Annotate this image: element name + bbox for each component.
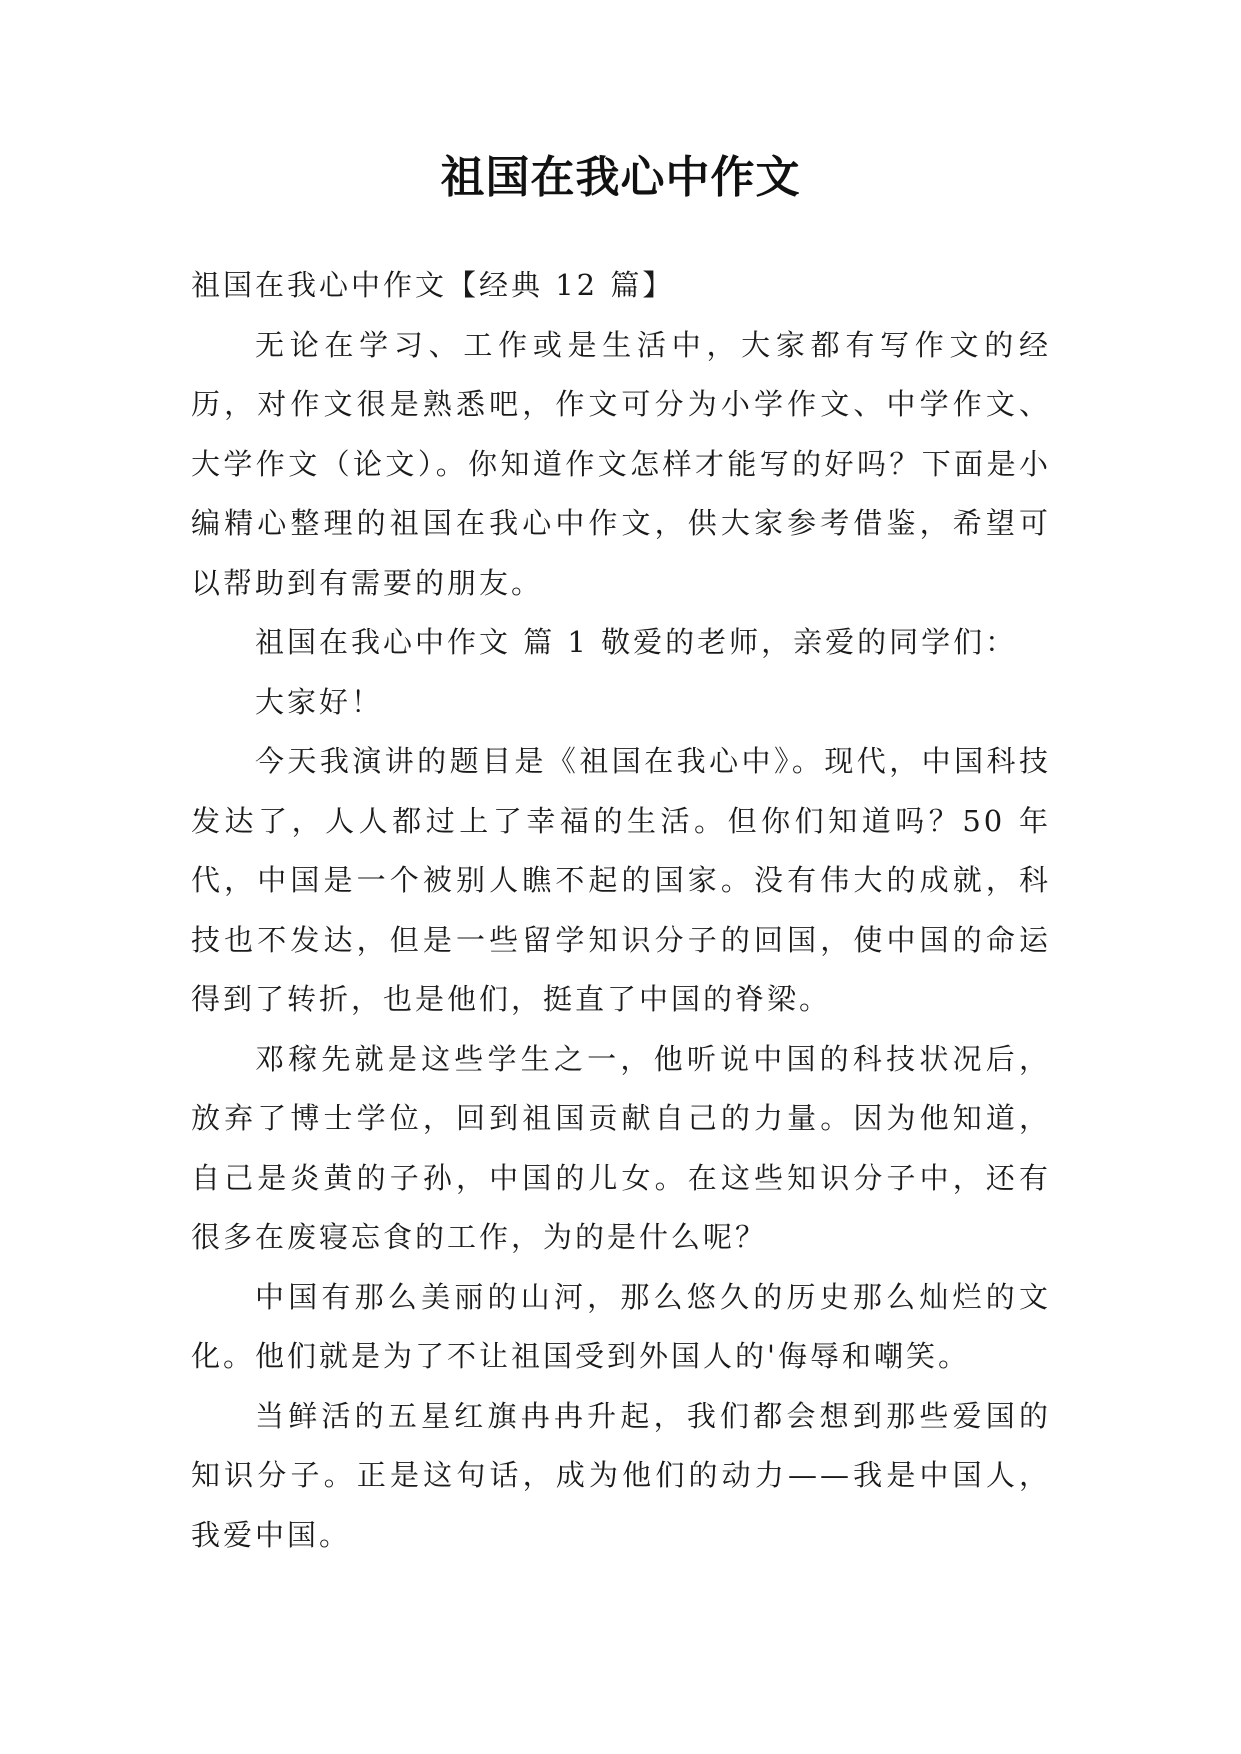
document-body	[191, 256, 1051, 1565]
document-title: 祖国在我心中作文	[440, 152, 801, 203]
paragraph-greeting: 大家好！	[255, 684, 384, 719]
document-subtitle: 祖国在我心中作文【经典 12 篇】	[191, 268, 675, 302]
paragraph-flag: 当鲜活的五星红旗冉冉升起，我们都会想到那些爱国的知识分子。正是这句话，成为他们的动力——我是中国人，我爱中国。	[191, 1398, 1051, 1552]
paragraph-mountains-rivers: 中国有那么美丽的山河，那么悠久的历史那么灿烂的文化。他们就是为了不让祖国受到外国人的'侮辱和嘲笑。	[191, 1279, 1051, 1373]
paragraph-essay-1-heading: 祖国在我心中作文 篇 1 敬爱的老师，亲爱的同学们：	[255, 625, 1018, 659]
paragraph-deng-jiaxian: 邓稼先就是这些学生之一，他听说中国的科技状况后，放弃了博士学位，回到祖国贡献自己的力量。因为他知道，自己是炎黄的子孙，中国的儿女。在这些知识分子中，还有很多在废寝忘食的工作，为的是什么呢？	[191, 1041, 1051, 1254]
paragraph-topic: 今天我演讲的题目是《祖国在我心中》。现代，中国科技发达了，人人都过上了幸福的生活。但你们知道吗？50 年代，中国是一个被别人瞧不起的国家。没有伟大的成就，科技也不发达，但是一些留学知识分子的回国，使中国的命运得到了转折，也是他们，挺直了中国的脊梁。	[191, 744, 1051, 1016]
paragraph-intro: 无论在学习、工作或是生活中，大家都有写作文的经历，对作文很是熟悉吧，作文可分为小学作文、中学作文、大学作文（论文）。你知道作文怎样才能写的好吗？下面是小编精心整理的祖国在我心中作文，供大家参考借鉴，希望可以帮助到有需要的朋友。	[191, 327, 1051, 600]
